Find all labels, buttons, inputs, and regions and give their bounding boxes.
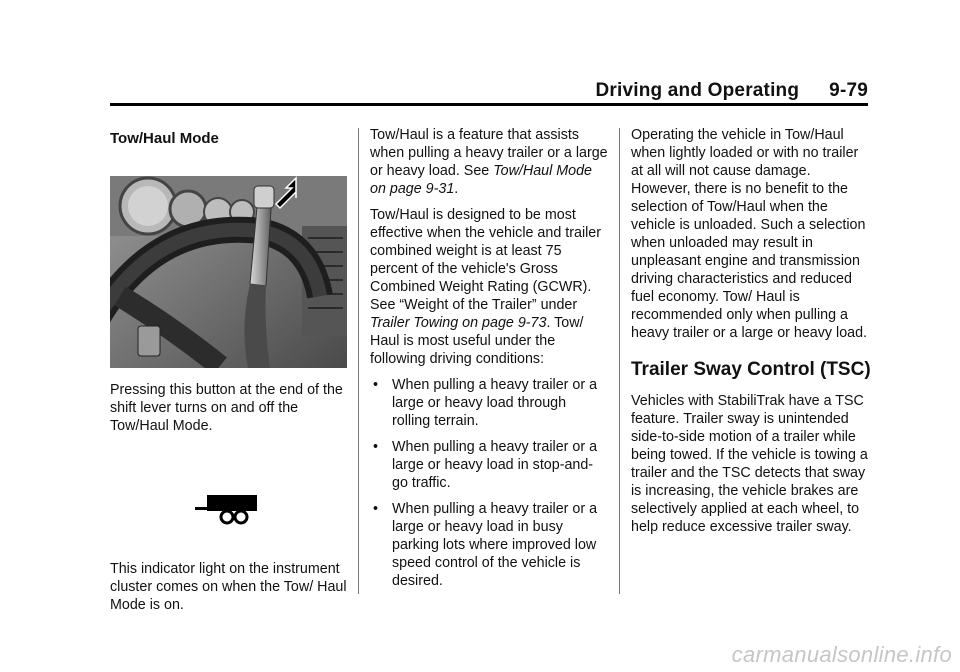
photo-caption: Pressing this button at the end of the shift lever turns on and off the Tow/Haul Mode.: [110, 382, 343, 434]
link-tow-haul-mode[interactable]: Tow/Haul Mode on page 9-31: [370, 163, 593, 197]
tow-haul-indicator-icon: [195, 493, 259, 525]
paragraph-tsc: Vehicles with StabiliTrak have a TSC feature. Trailer sway is unintended side-to-side motion of a trailer while being towed. If the vehicle is towing a trailer and the TSC detects that sway is increasing, the vehicle brakes are selectively applied at each wheel, to help reduce excessive trailer sway.: [631, 393, 868, 535]
list-item: • When pulling a heavy trailer or a large or heavy load through rolling terrain.: [373, 377, 598, 429]
link-trailer-towing[interactable]: Trailer Towing on page 9-73: [370, 315, 547, 331]
running-header: [595, 80, 868, 102]
header-rule: [110, 103, 868, 106]
column-divider: [619, 128, 620, 594]
paragraph-operating: Operating the vehicle in Tow/Haul when lightly loaded or with no trailer at all will not cause damage. However, there is no benefit to the selection of Tow/Haul when the vehicle is unloaded. Such a selection when unloaded may result in unpleasant engine and transmission driving characteristics and reduced fuel economy. Tow/ Haul is recommended only when pulling a heavy trailer or a large or heavy load.: [631, 127, 868, 341]
column-3: [631, 126, 871, 544]
bullet-icon: •: [373, 439, 379, 455]
conditions-list: [370, 376, 608, 590]
list-item: • When pulling a heavy trailer or a large or heavy load in busy parking lots where improved low speed control of the vehicle is desired.: [373, 501, 598, 589]
bullet-icon: •: [373, 377, 379, 393]
paragraph-feature: Tow/Haul is a feature that assists when pulling a heavy trailer or a large or heavy load. See Tow/Haul Mode on page 9-31.: [370, 127, 608, 197]
section-heading-tow-haul: Tow/Haul Mode: [110, 130, 219, 147]
indicator-description: This indicator light on the instrument cluster comes on when the Tow/ Haul Mode is on.: [110, 561, 347, 613]
bullet-icon: •: [373, 501, 379, 517]
section-heading-tsc: Trailer Sway Control (TSC): [631, 359, 871, 380]
page-number: 9-79: [829, 80, 868, 101]
header-section: Driving and Operating: [595, 80, 800, 101]
paragraph-design: Tow/Haul is designed to be most effective when the vehicle and trailer combined weight is at least 75 percent of the vehicle's Gross Combined Weight Rating (GCWR). See “Weight of the Trailer” under Trailer Towing on page 9-73. Tow/ Haul is most useful under the following driving conditions:: [370, 207, 602, 367]
indicator-area: [110, 493, 348, 525]
shift-lever-photo: [110, 176, 347, 368]
column-1: [110, 126, 348, 622]
column-2: [370, 126, 608, 598]
list-item: • When pulling a heavy trailer or a large or heavy load in stop-and-go traffic.: [373, 439, 598, 491]
watermark: carmanualsonline.info: [731, 642, 952, 667]
column-divider: [358, 128, 359, 594]
